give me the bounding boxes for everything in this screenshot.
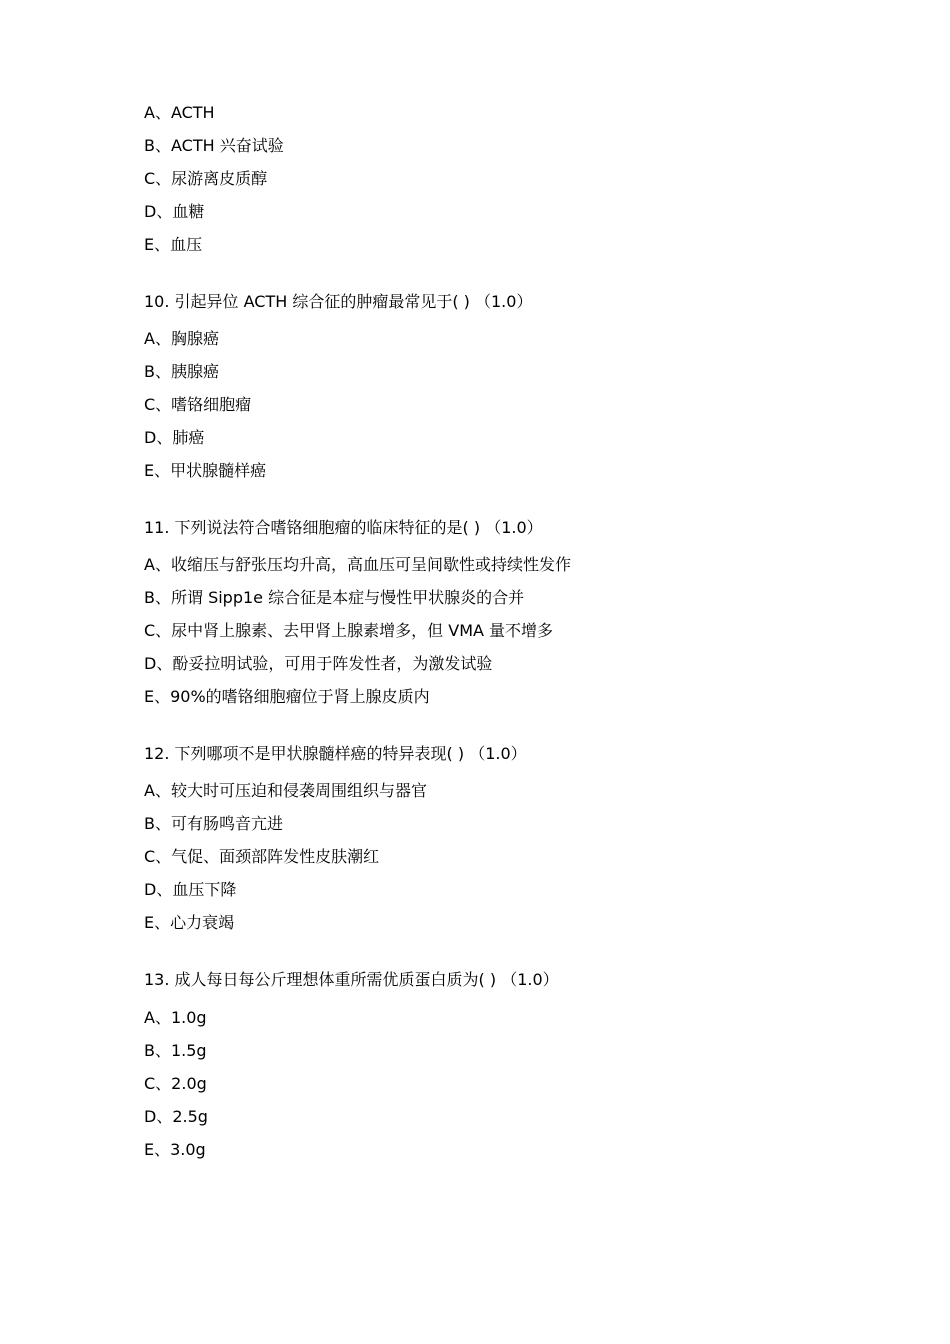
question-10-option-a: A、胸腺癌 bbox=[144, 329, 219, 348]
question-10-option-e: E、甲状腺髓样癌 bbox=[144, 461, 267, 480]
question-10-option-c: C、嗜铬细胞瘤 bbox=[144, 395, 252, 414]
option-b: B、ACTH 兴奋试验 bbox=[144, 136, 284, 155]
question-12-stem: 12. 下列哪项不是甲状腺髓样癌的特异表现( ) （1.0） bbox=[144, 744, 527, 763]
question-10-stem: 10. 引起异位 ACTH 综合征的肿瘤最常见于( ) （1.0） bbox=[144, 292, 533, 311]
question-12-option-c: C、气促、面颈部阵发性皮肤潮红 bbox=[144, 847, 380, 866]
question-13-option-e: E、3.0g bbox=[144, 1140, 206, 1159]
question-10-option-d: D、肺癌 bbox=[144, 428, 205, 447]
option-e: E、血压 bbox=[144, 235, 203, 254]
question-13-option-c: C、2.0g bbox=[144, 1074, 207, 1093]
question-12-option-a: A、较大时可压迫和侵袭周围组织与器官 bbox=[144, 781, 427, 800]
question-12-option-e: E、心力衰竭 bbox=[144, 913, 235, 932]
question-13-option-b: B、1.5g bbox=[144, 1041, 207, 1060]
question-11-stem: 11. 下列说法符合嗜铬细胞瘤的临床特征的是( ) （1.0） bbox=[144, 518, 543, 537]
option-c: C、尿游离皮质醇 bbox=[144, 169, 268, 188]
question-11-option-d: D、酚妥拉明试验，可用于阵发性者，为激发试验 bbox=[144, 654, 493, 673]
question-11-option-a: A、收缩压与舒张压均升高，高血压可呈间歇性或持续性发作 bbox=[144, 555, 571, 574]
question-13-option-a: A、1.0g bbox=[144, 1008, 207, 1027]
option-d: D、血糖 bbox=[144, 202, 205, 221]
question-13-stem: 13. 成人每日每公斤理想体重所需优质蛋白质为( ) （1.0） bbox=[144, 970, 559, 989]
question-11-option-c: C、尿中肾上腺素、去甲肾上腺素增多，但 VMA 量不增多 bbox=[144, 621, 554, 640]
question-13-option-d: D、2.5g bbox=[144, 1107, 208, 1126]
question-11-option-e: E、90%的嗜铬细胞瘤位于肾上腺皮质内 bbox=[144, 687, 430, 706]
question-10-option-b: B、胰腺癌 bbox=[144, 362, 219, 381]
option-a: A、ACTH bbox=[144, 103, 215, 122]
question-11-option-b: B、所谓 Sipp1e 综合征是本症与慢性甲状腺炎的合并 bbox=[144, 588, 525, 607]
question-12-option-d: D、血压下降 bbox=[144, 880, 237, 899]
question-12-option-b: B、可有肠鸣音亢进 bbox=[144, 814, 283, 833]
